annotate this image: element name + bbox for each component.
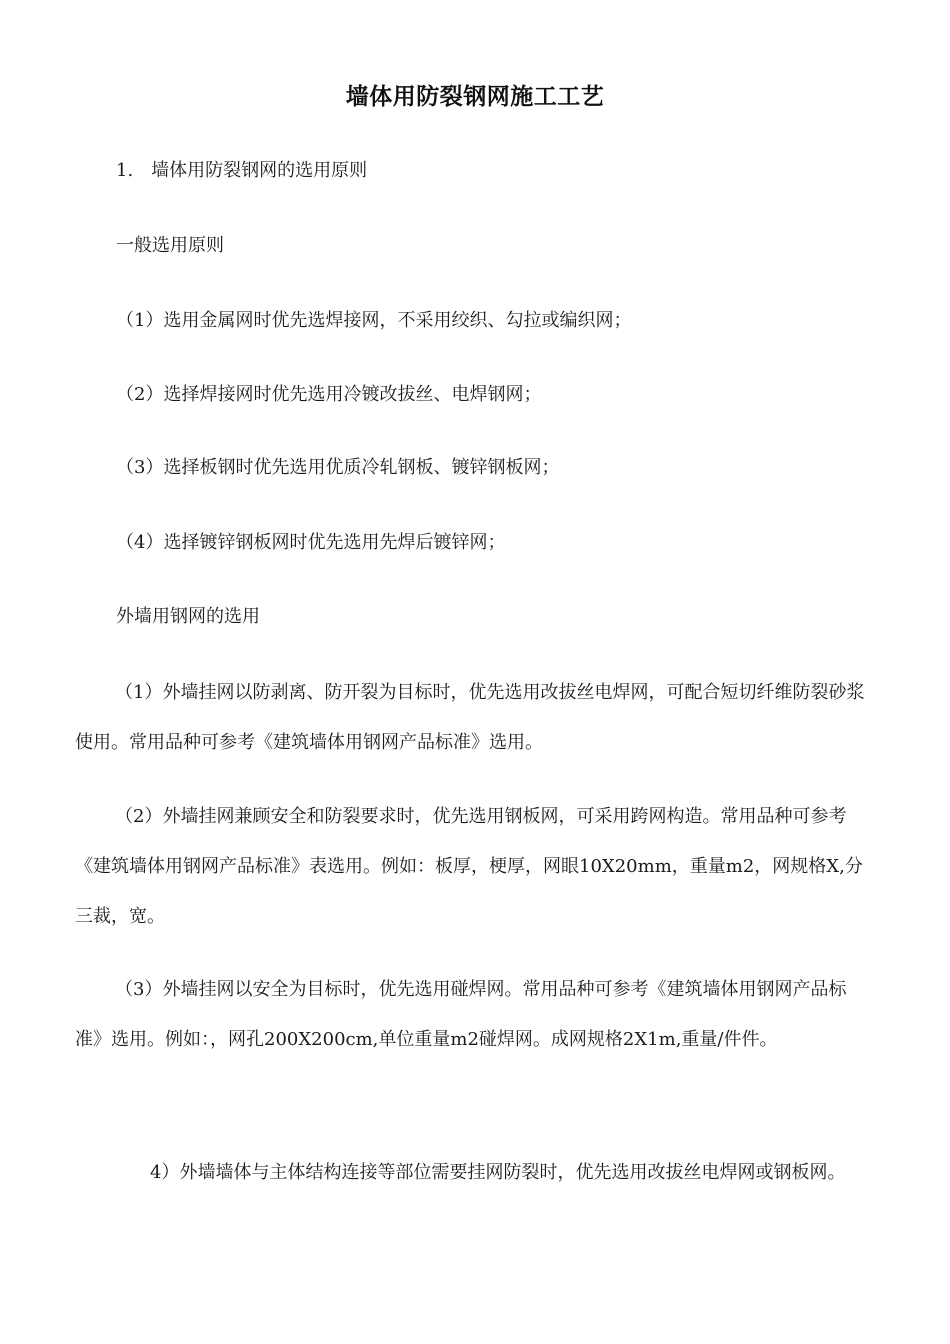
exterior-item-4: 4）外墙墙体与主体结构连接等部位需要挂网防裂时，优先选用改拔丝电焊网或钢板网。 — [150, 1162, 846, 1183]
exterior-item-1: （1）外墙挂网以防剥离、防开裂为目标时，优先选用改拔丝电焊网，可配合短切纤维防裂砂浆使用。常用品种可参考《建筑墙体用钢网产品标准》选用。 — [75, 682, 865, 753]
general-item-2: （2）选择焊接网时优先选用冷镀改拔丝、电焊钢网； — [116, 384, 542, 405]
exterior-item-2: （2）外墙挂网兼顾安全和防裂要求时，优先选用钢板网，可采用跨网构造。常用品种可参考《建筑墙体用钢网产品标准》表选用。例如：板厚，梗厚，网眼10X20mm，重量m2，网规格X,分三裁，宽。 — [75, 806, 863, 927]
general-item-1: （1）选用金属网时优先选焊接网，不采用绞织、勾拉或编织网； — [116, 310, 632, 331]
general-item-4: （4）选择镀锌钢板网时优先选用先焊后镀锌网； — [116, 532, 506, 553]
exterior-item-3: （3）外墙挂网以安全为目标时，优先选用碰焊网。常用品种可参考《建筑墙体用钢网产品标准》选用。例如：，网孔200X200cm,单位重量m2碰焊网。成网规格2X1m,重量/件件。 — [75, 979, 847, 1050]
subheading-general-principles: 一般选用原则 — [116, 235, 224, 256]
section-heading-selection-principles: 1. 墙体用防裂钢网的选用原则 — [116, 160, 368, 181]
general-item-3: （3）选择板钢时优先选用优质冷轧钢板、镀锌钢板网； — [116, 457, 560, 478]
subheading-exterior-wall-mesh: 外墙用钢网的选用 — [116, 606, 260, 627]
document-title: 墙体用防裂钢网施工工艺 — [345, 84, 605, 110]
